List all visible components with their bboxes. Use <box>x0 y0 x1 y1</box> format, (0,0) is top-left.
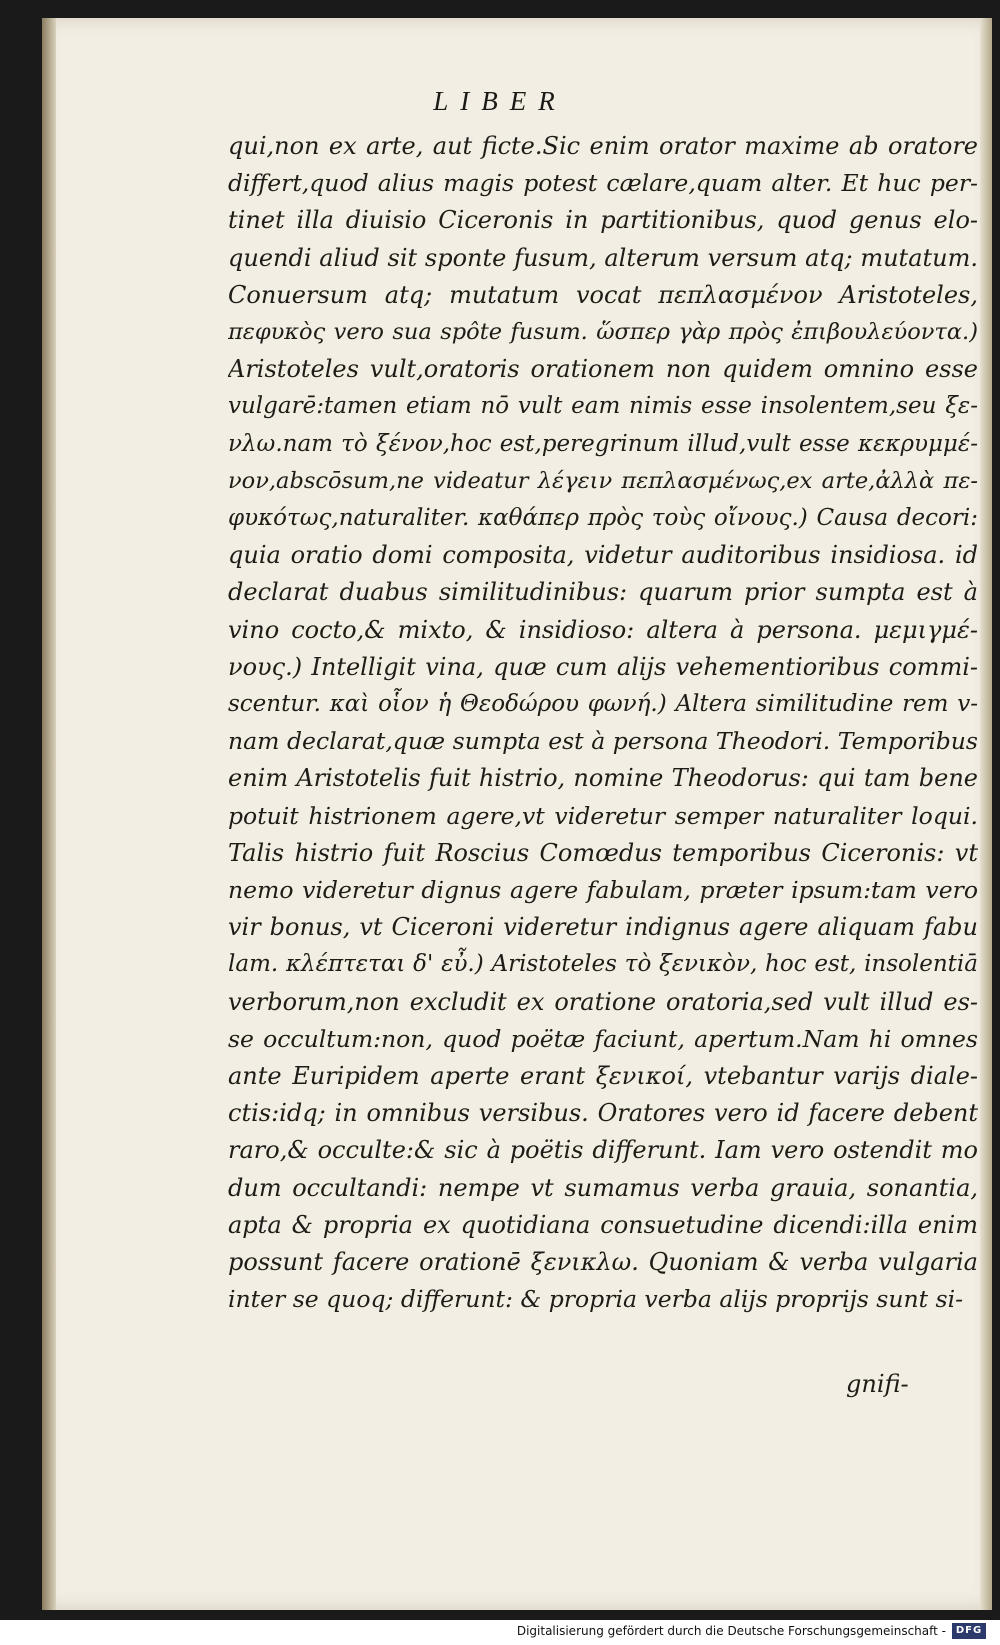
footer-bar <box>0 1620 1000 1645</box>
text-line: vino cocto,& mixto, & insidioso: altera à persona. μεμιγμέ- <box>228 615 978 644</box>
text-line: Talis histrio fuit Roscius Comœdus temporibus Ciceronis: vt <box>228 838 978 867</box>
text-line: quendi aliud sit sponte fusum, alterum versum atq; mutatum. <box>228 243 978 272</box>
text-line: possunt facere orationē ξενικλω. Quoniam & verba vulgaria <box>228 1248 978 1277</box>
page-fore-edge <box>980 18 992 1610</box>
text-line: vir bonus, vt Ciceroni videretur indignus agere aliquam fabu <box>228 913 978 942</box>
text-line: tinet illa diuisio Ciceronis in partitionibus, quod genus elo- <box>228 206 978 235</box>
dfg-logo: DFG <box>952 1623 986 1639</box>
body-text <box>228 128 978 1319</box>
text-line: νλω.nam τὸ ξένον,hoc est,peregrinum illud,vult esse κεκρυμμέ- <box>228 430 978 457</box>
text-line: verborum,non excludit ex oratione oratoria,sed vult illud es- <box>228 987 978 1016</box>
text-line: differt,quod alius magis potest cælare,quam alter. Et huc per- <box>228 169 978 198</box>
text-line: Aristoteles vult,oratoris orationem non quidem omnino esse <box>228 355 978 384</box>
text-line: inter se quoq; differunt: & propria verba alijs proprijs sunt si- <box>228 1285 964 1314</box>
text-line: raro,& occulte:& sic à poëtis differunt. Iam vero ostendit mo <box>228 1136 978 1165</box>
text-line: declarat duabus similitudinibus: quarum prior sumpta est à <box>228 578 978 607</box>
text-line: νους.) Intelligit vina, quæ cum alijs vehementioribus commi- <box>228 652 978 681</box>
text-line: scentur. καὶ οἷον ἡ Θεοδώρου φωνή.) Altera similitudine rem v- <box>228 691 978 718</box>
text-line: dum occultandi: nempe vt sumamus verba grauia, sonantia, <box>228 1173 978 1202</box>
funding-credit: Digitalisierung gefördert durch die Deutsche Forschungsgemeinschaft - <box>516 1624 946 1638</box>
text-line: nemo videretur dignus agere fabulam, præter ipsum:tam vero <box>228 876 978 905</box>
text-line: φυκότως,naturaliter. καθάπερ πρὸς τοὺς οἴνους.) Causa decori: <box>228 505 978 532</box>
text-line: enim Aristotelis fuit histrio, nomine Theodorus: qui tam bene <box>228 764 978 793</box>
text-line: lam. κλέπτεται δ' εὖ.) Aristoteles τὸ ξενικὸν, hoc est, insolentiā <box>228 951 978 978</box>
text-line: ante Euripidem aperte erant ξενικοί, vtebantur varijs diale- <box>228 1062 978 1091</box>
text-line: πεφυκὸς vero sua spôte fusum. ὥσπερ γὰρ πρὸς ἐπιβουλεύοντα.) <box>228 319 978 346</box>
text-line: Conuersum atq; mutatum vocat πεπλασμένον Aristoteles, <box>228 280 978 309</box>
page-gutter-shadow <box>42 18 56 1610</box>
text-line: se occultum:non, quod poëtæ faciunt, apertum.Nam hi omnes <box>228 1024 978 1053</box>
catchword: gnifi- <box>846 1370 909 1398</box>
text-line: νον,abscōsum,ne videatur λέγειν πεπλασμένως,ex arte,ἀλλὰ πε- <box>228 467 978 494</box>
text-line: ctis:idq; in omnibus versibus. Oratores vero id facere debent <box>228 1099 978 1128</box>
text-line: qui,non ex arte, aut ficte.Sic enim orator maxime ab oratore <box>228 132 978 160</box>
running-head: LIBER <box>433 86 567 116</box>
text-line: potuit histrionem agere,vt videretur semper naturaliter loqui. <box>228 801 978 830</box>
text-line: nam declarat,quæ sumpta est à persona Theodori. Temporibus <box>228 727 978 756</box>
text-line: vulgarē:tamen etiam nō vult eam nimis esse insolentem,seu ξε- <box>228 393 978 420</box>
text-line: apta & propria ex quotidiana consuetudine dicendi:illa enim <box>228 1210 978 1239</box>
text-line: quia oratio domi composita, videtur auditoribus insidiosa. id <box>228 541 978 570</box>
